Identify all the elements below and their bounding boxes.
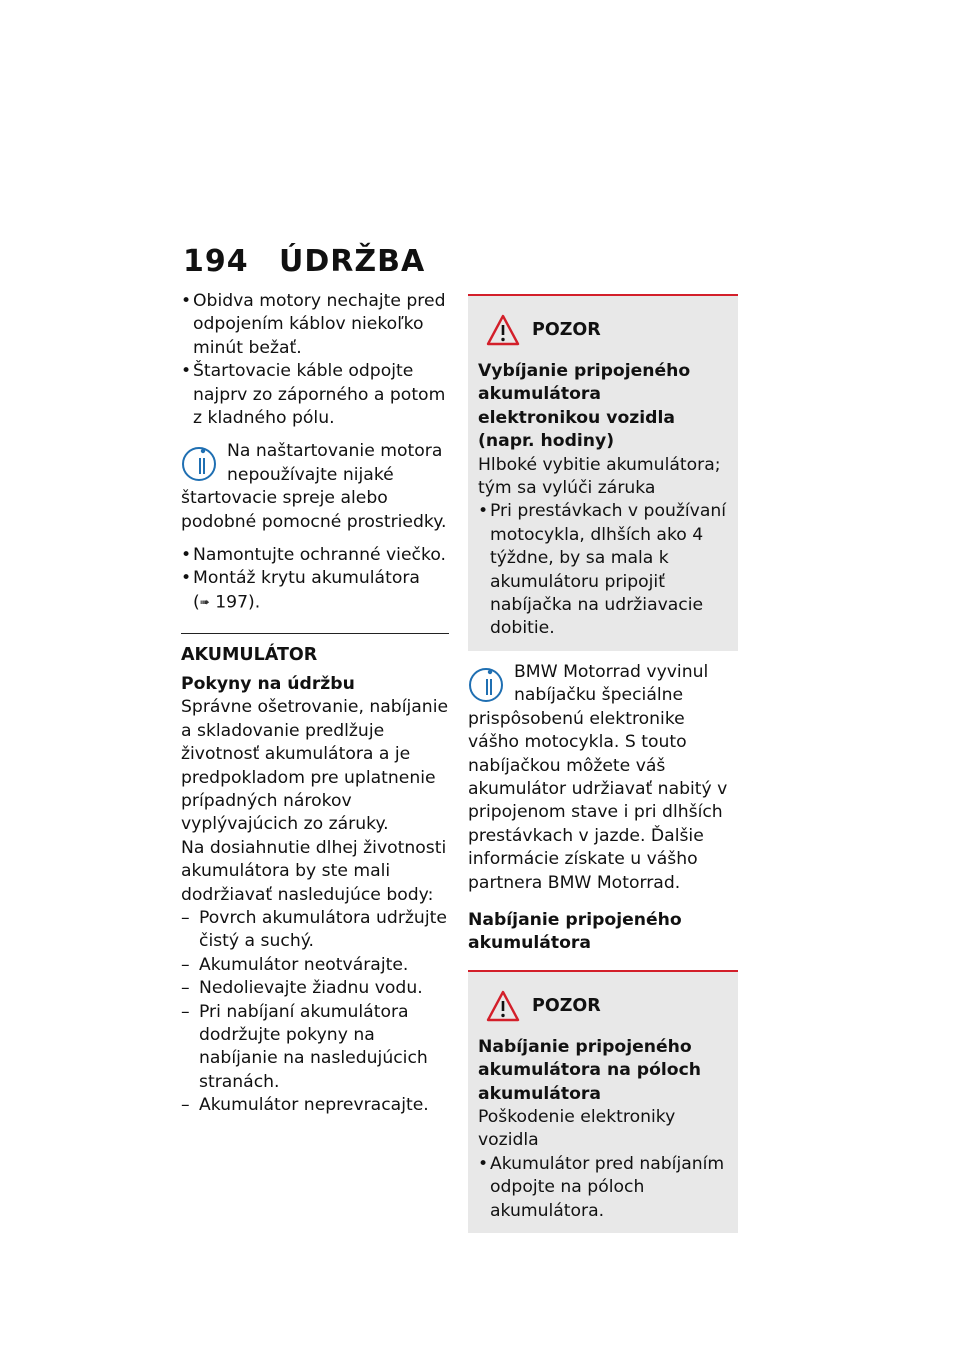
list-item: • Obidva motory nechajte pred odpojením káblov niekoľko minút bežať. — [181, 290, 449, 360]
list-item: • Namontujte ochranné viečko. — [181, 544, 449, 567]
page-number: 194 — [183, 244, 249, 279]
warning-title: Vybíjanie pripojeného akumulátora elektronikou vozidla (napr. hodiny) — [478, 361, 691, 452]
warning-header — [486, 990, 728, 1022]
section-title: AKUMULÁTOR — [181, 644, 318, 665]
arrow-ref-icon: ➠ — [199, 594, 210, 609]
info-text: Na naštartovanie motora nepoužívajte nijaké štartovacie spreje alebo podobné pomocné prostriedky. — [181, 441, 447, 532]
list-item: • Montáž krytu akumulátora — [181, 567, 449, 590]
left-column — [181, 290, 449, 1118]
dash-item: – Pri nabíjaní akumulátora dodržujte pokyny na nabíjanie na nasledujúcich stranách. — [181, 1001, 449, 1095]
page-reference[interactable]: (➠ 197). — [193, 592, 261, 613]
warning-header — [486, 314, 728, 346]
paragraph: Na dosiahnutie dlhej životnosti akumulátora by ste mali dodržiavať nasledujúce body: — [181, 837, 447, 905]
info-note — [181, 440, 449, 534]
list-item: • Štartovacie káble odpojte najprv zo záporného a potom z kladného pólu. — [181, 360, 449, 430]
dash-item: – Akumulátor neotvárajte. — [181, 954, 449, 977]
info-icon — [181, 442, 221, 486]
warning-label: POZOR — [532, 320, 601, 340]
subsection-title: Nabíjanie pripojeného akumulátora — [468, 909, 682, 954]
section-divider — [181, 633, 449, 634]
warning-box — [468, 294, 738, 651]
warning-title: Nabíjanie pripojeného akumulátora na póloch akumulátora — [478, 1036, 702, 1104]
reference-page: 197). — [215, 592, 261, 613]
dash-item: – Akumulátor neprevracajte. — [181, 1094, 449, 1117]
warning-bullet: • Pri prestávkach v používaní motocykla, dlhších ako 4 týždne, by sa mala k akumulátoru pripojiť nabíjačka na udržiavacie dobitie. — [478, 500, 728, 640]
subsection-title: Pokyny na údržbu — [181, 673, 355, 694]
warning-box — [468, 970, 738, 1233]
dash-item: – Povrch akumulátora udržujte čistý a suchý. — [181, 907, 449, 954]
dash-item: – Nedolievajte žiadnu vodu. — [181, 977, 449, 1000]
info-icon — [468, 663, 508, 707]
warning-triangle-icon — [486, 314, 520, 346]
warning-triangle-icon — [486, 990, 520, 1022]
warning-bullet: • Akumulátor pred nabíjaním odpojte na póloch akumulátora. — [478, 1153, 728, 1223]
paragraph: Správne ošetrovanie, nabíjanie a skladovanie predlžuje životnosť akumulátora a je predpokladom pre uplatnenie prípadných nárokov vyplývajúcich zo záruky. — [181, 697, 449, 835]
chapter-title: ÚDRŽBA — [279, 244, 426, 279]
warning-label: POZOR — [532, 995, 601, 1016]
right-column — [468, 294, 738, 1233]
page-header — [183, 244, 425, 279]
info-text: BMW Motorrad vyvinul nabíjačku špeciálne prispôsobenú elektronike vášho motocykla. S touto nabíjačkou môžete váš akumulátor udržiavať nabitý v pripojenom stave i pri dlhších prestávkach v jazde. Ďalšie informácie získate u vášho partnera BMW Motorrad. — [468, 661, 728, 893]
warning-text: Poškodenie elektroniky vozidla — [478, 1106, 676, 1151]
info-note — [468, 661, 738, 895]
warning-text: Hlboké vybitie akumulátora; tým sa vylúči záruka — [478, 454, 721, 499]
